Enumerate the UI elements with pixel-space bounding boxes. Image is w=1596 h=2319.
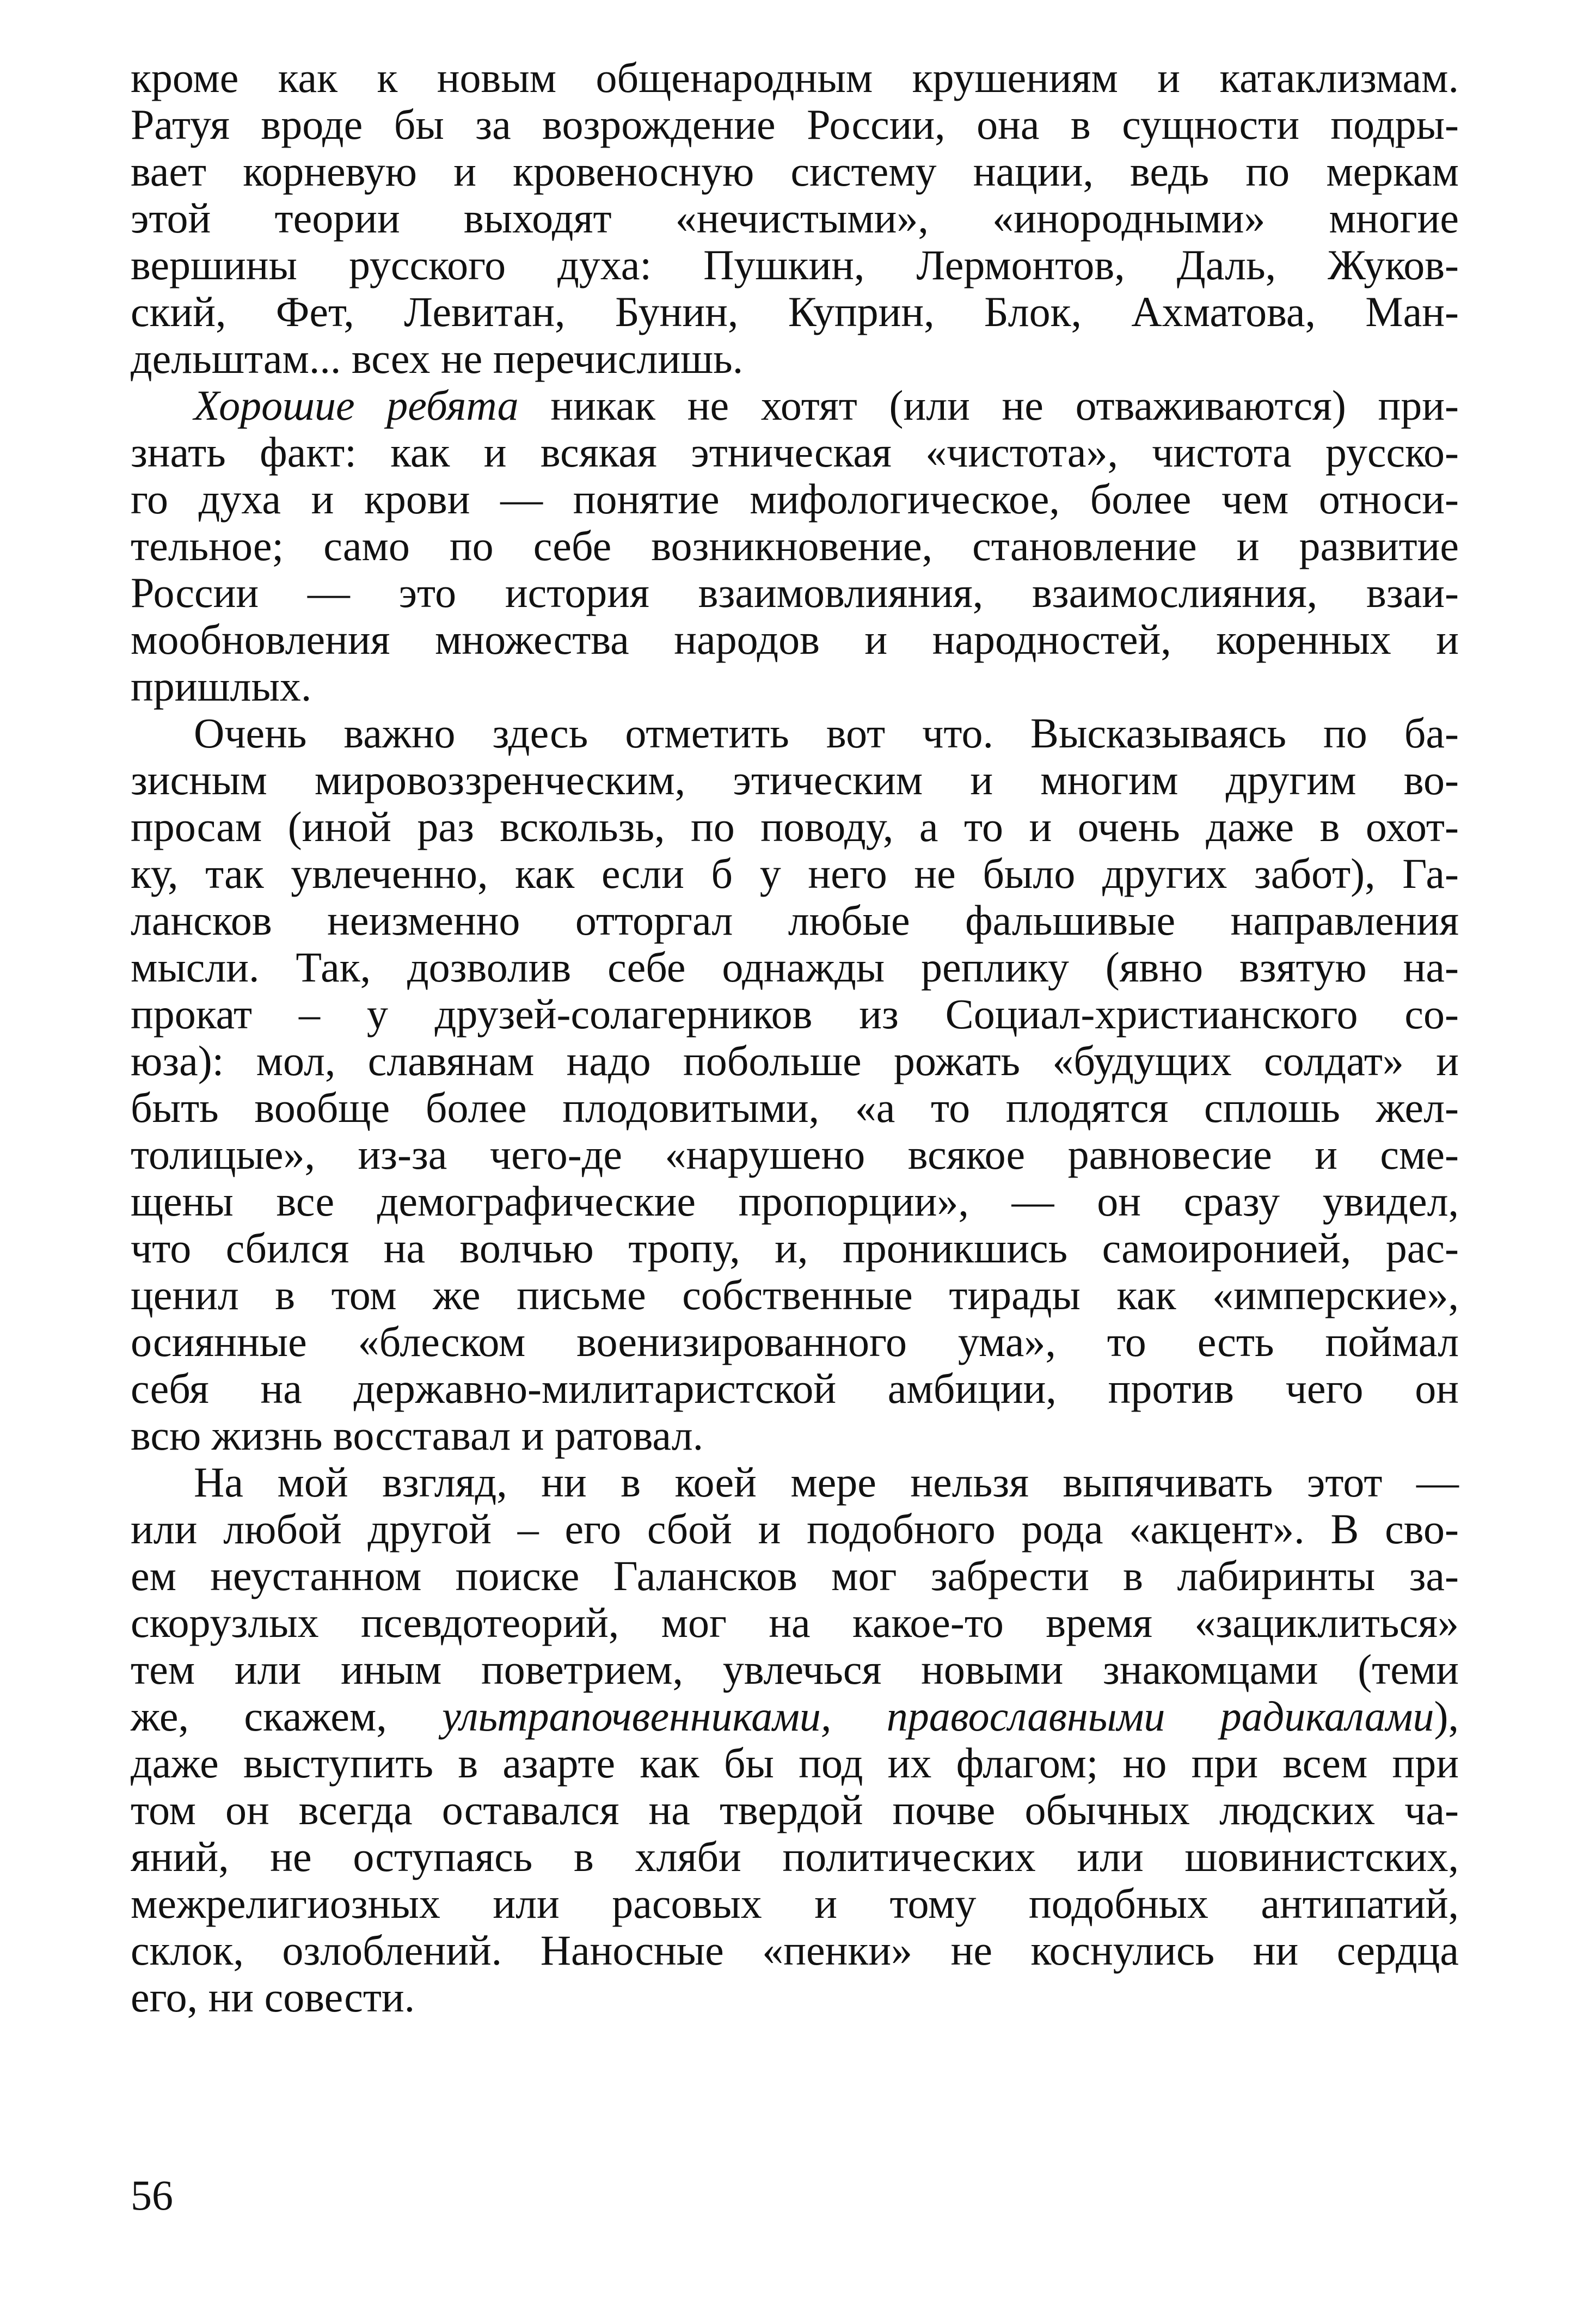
- text-line: дельштам... всех не перечислишь.: [131, 335, 744, 382]
- text-line: этой теории выходят «нечистыми», «инородными» многие: [131, 194, 1459, 242]
- text-line: кроме как к новым общенародным крушениям и катаклизмам.: [131, 54, 1459, 101]
- text-line: вершины русского духа: Пушкин, Лермонтов, Даль, Жуков-: [131, 241, 1459, 289]
- body-text: [131, 54, 1459, 2021]
- text-line: тем или иным поветрием, увлечься новыми знакомцами (теми: [131, 1646, 1459, 1693]
- italic-phrase: ультрапочвенниками, православными радикалами: [442, 1692, 1434, 1740]
- text-line: всю жизнь восставал и ратовал.: [131, 1412, 704, 1459]
- text-line: быть вообще более плодовитыми, «а то плодятся сплошь жел-: [131, 1084, 1459, 1131]
- text-line: вает корневую и кровеносную систему нации, ведь по меркам: [131, 148, 1459, 195]
- text-line: ку, так увлеченно, как если б у него не было других забот), Га-: [131, 850, 1459, 897]
- text-line: яний, не оступаясь в хляби политических или шовинистских,: [131, 1833, 1459, 1880]
- text-line: его, ни совести.: [131, 1973, 415, 2021]
- text-line: мысли. Так, дозволив себе однажды реплику (явно взятую на-: [131, 943, 1459, 991]
- text-line: прокат – у друзей-солагерников из Социал-христианского со-: [131, 990, 1459, 1038]
- text-line: зисным мировоззренческим, этическим и многим другим во-: [131, 756, 1459, 803]
- text-line: знать факт: как и всякая этническая «чистота», чистота русско-: [131, 428, 1459, 476]
- text-line: На мой взгляд, ни в коей мере нельзя выпячивать этот —: [194, 1458, 1459, 1506]
- text-span: никак не хотят (или не отваживаются) при-: [518, 382, 1459, 429]
- text-line: том он всегда оставался на твердой почве обычных людских ча-: [131, 1786, 1459, 1833]
- text-line: просам (иной раз вскользь, по поводу, а то и очень даже в охот-: [131, 803, 1459, 850]
- text-line: [131, 382, 1459, 429]
- text-span: же, скажем,: [131, 1692, 443, 1740]
- text-line: ценил в том же письме собственные тирады как «имперские»,: [131, 1271, 1459, 1318]
- text-line: или любой другой – его сбой и подобного рода «акцент». В сво-: [131, 1505, 1459, 1553]
- text-line: ский, Фет, Левитан, Бунин, Куприн, Блок, Ахматова, Ман-: [131, 288, 1459, 335]
- text-line: себя на державно-милитаристской амбиции, против чего он: [131, 1365, 1459, 1412]
- text-line: лансков неизменно отторгал любые фальшивые направления: [131, 897, 1459, 944]
- text-line: России — это история взаимовлияния, взаимослияния, взаи-: [131, 569, 1459, 616]
- text-line: склок, озлоблений. Наносные «пенки» не коснулись ни сердца: [131, 1927, 1459, 1974]
- text-line: го духа и крови — понятие мифологическое, более чем относи-: [131, 475, 1459, 523]
- text-line: толицые», из-за чего-де «нарушено всякое равновесие и сме-: [131, 1131, 1459, 1178]
- text-span: ),: [1434, 1692, 1459, 1740]
- italic-phrase: Хорошие ребята: [194, 382, 519, 429]
- text-line: ем неустанном поиске Галансков мог забрести в лабиринты за-: [131, 1552, 1459, 1599]
- text-line: щены все демографические пропорции», — он сразу увидел,: [131, 1177, 1459, 1225]
- text-line: пришлых.: [131, 662, 312, 710]
- text-line: даже выступить в азарте как бы под их флагом; но при всем при: [131, 1739, 1459, 1787]
- text-line: скорузлых псевдотеорий, мог на какое-то время «зациклиться»: [131, 1599, 1459, 1646]
- text-line: межрелигиозных или расовых и тому подобных антипатий,: [131, 1880, 1459, 1927]
- text-line: Ратуя вроде бы за возрождение России, она в сущности подры-: [131, 101, 1459, 148]
- text-line: юза): мол, славянам надо побольше рожать «будущих солдат» и: [131, 1037, 1459, 1084]
- text-line: Очень важно здесь отметить вот что. Высказываясь по ба-: [194, 709, 1459, 757]
- text-line: осиянные «блеском военизированного ума», то есть поймал: [131, 1318, 1459, 1365]
- text-line: мообновления множества народов и народностей, коренных и: [131, 616, 1459, 663]
- text-line: что сбился на волчью тропу, и, проникшись самоиронией, рас-: [131, 1224, 1459, 1272]
- text-line: [131, 1693, 1459, 1740]
- page-number: 56: [131, 2171, 173, 2219]
- text-line: тельное; само по себе возникновение, становление и развитие: [131, 522, 1459, 569]
